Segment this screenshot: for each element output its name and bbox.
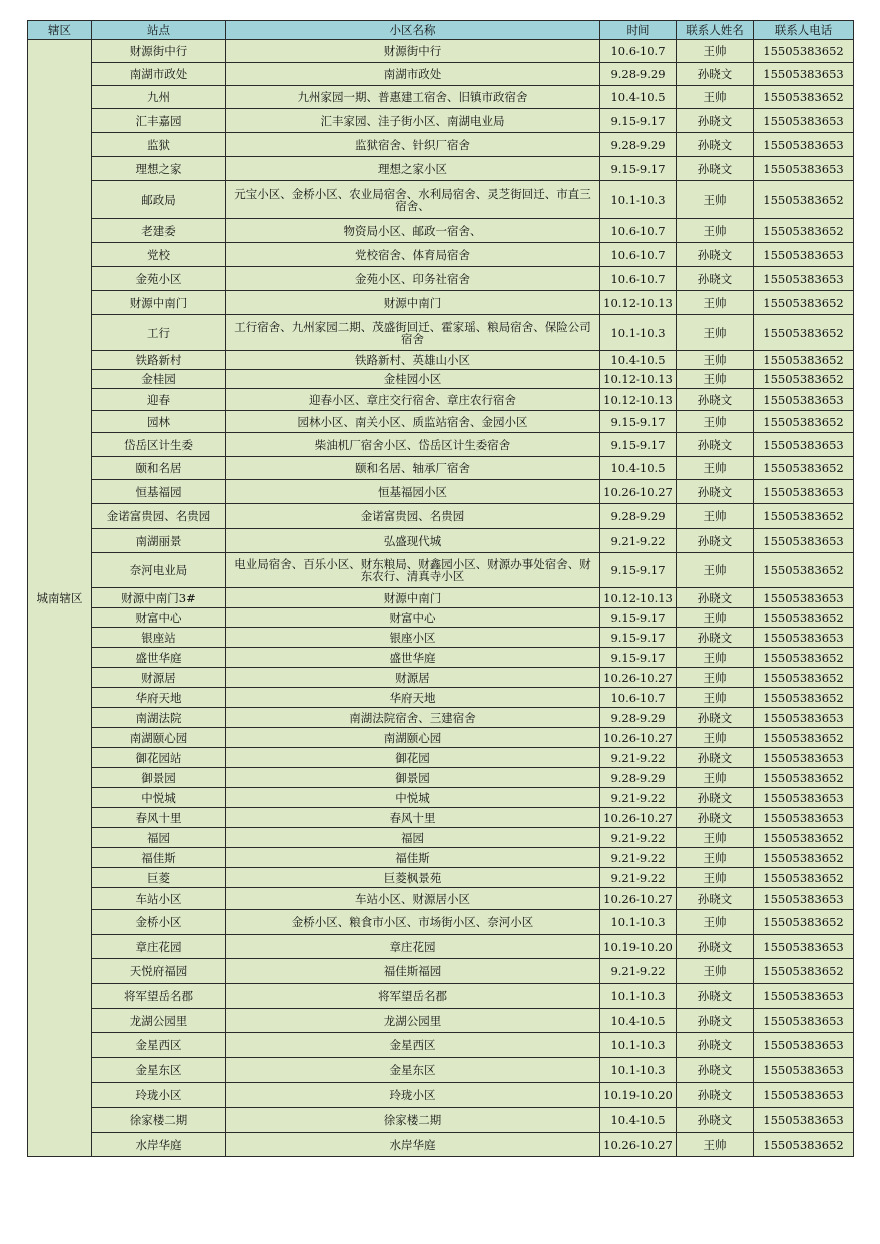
site-cell: 福佳斯 bbox=[92, 848, 226, 868]
time-cell: 9.15-9.17 bbox=[600, 608, 677, 628]
site-cell: 福园 bbox=[92, 828, 226, 848]
contact-name-cell: 孙晓文 bbox=[677, 984, 754, 1009]
community-cell: 南湖颐心园 bbox=[226, 728, 600, 748]
site-cell: 春风十里 bbox=[92, 808, 226, 828]
contact-phone-cell: 15505383653 bbox=[754, 109, 854, 133]
community-cell: 监狱宿舍、针织厂宿舍 bbox=[226, 133, 600, 157]
site-cell: 财源居 bbox=[92, 668, 226, 688]
community-cell: 福佳斯 bbox=[226, 848, 600, 868]
header-contact-phone: 联系人电话 bbox=[754, 21, 854, 40]
community-cell: 车站小区、财源居小区 bbox=[226, 888, 600, 910]
time-cell: 9.28-9.29 bbox=[600, 768, 677, 788]
contact-phone-cell: 15505383652 bbox=[754, 688, 854, 708]
contact-phone-cell: 15505383653 bbox=[754, 1058, 854, 1083]
table-row bbox=[28, 63, 854, 86]
time-cell: 9.21-9.22 bbox=[600, 529, 677, 553]
time-cell: 9.15-9.17 bbox=[600, 433, 677, 457]
contact-name-cell: 王帅 bbox=[677, 291, 754, 315]
contact-name-cell: 孙晓文 bbox=[677, 708, 754, 728]
time-cell: 9.15-9.17 bbox=[600, 628, 677, 648]
contact-phone-cell: 15505383652 bbox=[754, 86, 854, 109]
contact-name-cell: 孙晓文 bbox=[677, 109, 754, 133]
table-row bbox=[28, 433, 854, 457]
contact-phone-cell: 15505383652 bbox=[754, 553, 854, 588]
site-cell: 徐家楼二期 bbox=[92, 1108, 226, 1133]
contact-name-cell: 王帅 bbox=[677, 1133, 754, 1157]
time-cell: 10.12-10.13 bbox=[600, 370, 677, 389]
contact-phone-cell: 15505383653 bbox=[754, 748, 854, 768]
time-cell: 10.4-10.5 bbox=[600, 457, 677, 480]
contact-phone-cell: 15505383653 bbox=[754, 1009, 854, 1033]
community-cell: 金桥小区、粮食市小区、市场街小区、奈河小区 bbox=[226, 910, 600, 935]
table-row bbox=[28, 848, 854, 868]
site-cell: 金诺富贵园、名贵园 bbox=[92, 504, 226, 529]
community-cell: 金星西区 bbox=[226, 1033, 600, 1058]
time-cell: 10.6-10.7 bbox=[600, 267, 677, 291]
community-cell: 金桂园小区 bbox=[226, 370, 600, 389]
contact-name-cell: 王帅 bbox=[677, 219, 754, 243]
contact-phone-cell: 15505383653 bbox=[754, 529, 854, 553]
table-row bbox=[28, 529, 854, 553]
contact-name-cell: 孙晓文 bbox=[677, 267, 754, 291]
contact-name-cell: 王帅 bbox=[677, 457, 754, 480]
site-cell: 金星东区 bbox=[92, 1058, 226, 1083]
community-cell: 章庄花园 bbox=[226, 935, 600, 959]
table-header bbox=[28, 21, 854, 40]
table-row bbox=[28, 40, 854, 63]
site-cell: 盛世华庭 bbox=[92, 648, 226, 668]
time-cell: 10.6-10.7 bbox=[600, 688, 677, 708]
contact-name-cell: 孙晓文 bbox=[677, 888, 754, 910]
site-cell: 银座站 bbox=[92, 628, 226, 648]
site-cell: 御花园站 bbox=[92, 748, 226, 768]
contact-phone-cell: 15505383653 bbox=[754, 588, 854, 608]
contact-phone-cell: 15505383653 bbox=[754, 984, 854, 1009]
site-cell: 将军望岳名郡 bbox=[92, 984, 226, 1009]
contact-name-cell: 孙晓文 bbox=[677, 1058, 754, 1083]
community-cell: 金苑小区、印务社宿舍 bbox=[226, 267, 600, 291]
contact-name-cell: 王帅 bbox=[677, 828, 754, 848]
contact-phone-cell: 15505383653 bbox=[754, 935, 854, 959]
site-cell: 玲珑小区 bbox=[92, 1083, 226, 1108]
contact-name-cell: 孙晓文 bbox=[677, 788, 754, 808]
contact-name-cell: 孙晓文 bbox=[677, 748, 754, 768]
time-cell: 9.21-9.22 bbox=[600, 959, 677, 984]
contact-name-cell: 王帅 bbox=[677, 351, 754, 370]
community-cell: 将军望岳名郡 bbox=[226, 984, 600, 1009]
table-row bbox=[28, 1108, 854, 1133]
contact-phone-cell: 15505383652 bbox=[754, 1133, 854, 1157]
table-row bbox=[28, 553, 854, 588]
time-cell: 10.1-10.3 bbox=[600, 1058, 677, 1083]
time-cell: 9.21-9.22 bbox=[600, 788, 677, 808]
table-row bbox=[28, 668, 854, 688]
site-cell: 华府天地 bbox=[92, 688, 226, 708]
header-time: 时间 bbox=[600, 21, 677, 40]
contact-phone-cell: 15505383652 bbox=[754, 411, 854, 433]
header-row bbox=[28, 21, 854, 40]
contact-name-cell: 孙晓文 bbox=[677, 529, 754, 553]
header-district: 辖区 bbox=[28, 21, 92, 40]
community-cell: 南湖法院宿舍、三建宿舍 bbox=[226, 708, 600, 728]
community-cell: 迎春小区、章庄交行宿舍、章庄农行宿舍 bbox=[226, 389, 600, 411]
contact-phone-cell: 15505383653 bbox=[754, 157, 854, 181]
contact-phone-cell: 15505383652 bbox=[754, 848, 854, 868]
site-cell: 天悦府福园 bbox=[92, 959, 226, 984]
site-cell: 金星西区 bbox=[92, 1033, 226, 1058]
site-cell: 章庄花园 bbox=[92, 935, 226, 959]
table-row bbox=[28, 480, 854, 504]
community-cell: 华府天地 bbox=[226, 688, 600, 708]
contact-phone-cell: 15505383652 bbox=[754, 959, 854, 984]
table-row bbox=[28, 888, 854, 910]
community-cell: 物资局小区、邮政一宿舍、 bbox=[226, 219, 600, 243]
community-cell: 中悦城 bbox=[226, 788, 600, 808]
table-row bbox=[28, 133, 854, 157]
community-cell: 弘盛现代城 bbox=[226, 529, 600, 553]
time-cell: 10.4-10.5 bbox=[600, 86, 677, 109]
contact-name-cell: 孙晓文 bbox=[677, 389, 754, 411]
time-cell: 10.19-10.20 bbox=[600, 935, 677, 959]
header-site: 站点 bbox=[92, 21, 226, 40]
table-row bbox=[28, 389, 854, 411]
community-cell: 工行宿舍、九州家园二期、茂盛街回迁、霍家瑶、粮局宿舍、保险公司宿舍 bbox=[226, 315, 600, 351]
site-cell: 车站小区 bbox=[92, 888, 226, 910]
table-row bbox=[28, 1033, 854, 1058]
contact-phone-cell: 15505383652 bbox=[754, 315, 854, 351]
contact-phone-cell: 15505383653 bbox=[754, 788, 854, 808]
community-cell: 银座小区 bbox=[226, 628, 600, 648]
contact-name-cell: 孙晓文 bbox=[677, 1009, 754, 1033]
site-cell: 理想之家 bbox=[92, 157, 226, 181]
contact-name-cell: 王帅 bbox=[677, 181, 754, 219]
table-row bbox=[28, 291, 854, 315]
community-cell: 财源中南门 bbox=[226, 588, 600, 608]
site-cell: 颐和名居 bbox=[92, 457, 226, 480]
contact-phone-cell: 15505383652 bbox=[754, 868, 854, 888]
contact-phone-cell: 15505383652 bbox=[754, 40, 854, 63]
schedule-table bbox=[27, 20, 854, 1157]
contact-phone-cell: 15505383652 bbox=[754, 181, 854, 219]
community-cell: 水岸华庭 bbox=[226, 1133, 600, 1157]
contact-name-cell: 孙晓文 bbox=[677, 1033, 754, 1058]
site-cell: 御景园 bbox=[92, 768, 226, 788]
community-cell: 福佳斯福园 bbox=[226, 959, 600, 984]
time-cell: 10.26-10.27 bbox=[600, 888, 677, 910]
community-cell: 御花园 bbox=[226, 748, 600, 768]
community-cell: 理想之家小区 bbox=[226, 157, 600, 181]
site-cell: 龙湖公园里 bbox=[92, 1009, 226, 1033]
contact-name-cell: 王帅 bbox=[677, 688, 754, 708]
contact-phone-cell: 15505383653 bbox=[754, 888, 854, 910]
time-cell: 10.12-10.13 bbox=[600, 291, 677, 315]
table-row bbox=[28, 935, 854, 959]
contact-name-cell: 王帅 bbox=[677, 868, 754, 888]
time-cell: 9.15-9.17 bbox=[600, 157, 677, 181]
community-cell: 御景园 bbox=[226, 768, 600, 788]
community-cell: 财源居 bbox=[226, 668, 600, 688]
community-cell: 财源街中行 bbox=[226, 40, 600, 63]
contact-name-cell: 王帅 bbox=[677, 728, 754, 748]
contact-phone-cell: 15505383653 bbox=[754, 1108, 854, 1133]
contact-name-cell: 王帅 bbox=[677, 648, 754, 668]
time-cell: 10.6-10.7 bbox=[600, 219, 677, 243]
contact-name-cell: 孙晓文 bbox=[677, 1108, 754, 1133]
contact-phone-cell: 15505383652 bbox=[754, 768, 854, 788]
district-cell: 城南辖区 bbox=[28, 40, 92, 1157]
time-cell: 10.1-10.3 bbox=[600, 910, 677, 935]
table-row bbox=[28, 1133, 854, 1157]
contact-phone-cell: 15505383652 bbox=[754, 608, 854, 628]
contact-name-cell: 王帅 bbox=[677, 910, 754, 935]
site-cell: 南湖丽景 bbox=[92, 529, 226, 553]
site-cell: 监狱 bbox=[92, 133, 226, 157]
table-row bbox=[28, 243, 854, 267]
site-cell: 邮政局 bbox=[92, 181, 226, 219]
contact-phone-cell: 15505383653 bbox=[754, 243, 854, 267]
contact-name-cell: 王帅 bbox=[677, 40, 754, 63]
table-row bbox=[28, 788, 854, 808]
table-row bbox=[28, 1058, 854, 1083]
contact-phone-cell: 15505383652 bbox=[754, 504, 854, 529]
community-cell: 元宝小区、金桥小区、农业局宿舍、水利局宿舍、灵芝街回迁、市直三宿舍、 bbox=[226, 181, 600, 219]
community-cell: 九州家园一期、普惠建工宿舍、旧镇市政宿舍 bbox=[226, 86, 600, 109]
header-community: 小区名称 bbox=[226, 21, 600, 40]
contact-phone-cell: 15505383652 bbox=[754, 457, 854, 480]
time-cell: 10.1-10.3 bbox=[600, 1033, 677, 1058]
table-row bbox=[28, 588, 854, 608]
contact-name-cell: 王帅 bbox=[677, 848, 754, 868]
contact-name-cell: 孙晓文 bbox=[677, 628, 754, 648]
time-cell: 9.21-9.22 bbox=[600, 868, 677, 888]
table-row bbox=[28, 984, 854, 1009]
contact-name-cell: 王帅 bbox=[677, 411, 754, 433]
table-row bbox=[28, 608, 854, 628]
time-cell: 9.21-9.22 bbox=[600, 848, 677, 868]
contact-phone-cell: 15505383653 bbox=[754, 63, 854, 86]
site-cell: 党校 bbox=[92, 243, 226, 267]
time-cell: 9.15-9.17 bbox=[600, 411, 677, 433]
contact-phone-cell: 15505383653 bbox=[754, 628, 854, 648]
contact-name-cell: 孙晓文 bbox=[677, 480, 754, 504]
table-row bbox=[28, 868, 854, 888]
time-cell: 10.26-10.27 bbox=[600, 1133, 677, 1157]
community-cell: 园林小区、南关小区、质监站宿舍、金园小区 bbox=[226, 411, 600, 433]
header-contact-name: 联系人姓名 bbox=[677, 21, 754, 40]
table-row bbox=[28, 267, 854, 291]
contact-name-cell: 王帅 bbox=[677, 959, 754, 984]
table-row bbox=[28, 219, 854, 243]
community-cell: 春风十里 bbox=[226, 808, 600, 828]
table-row bbox=[28, 628, 854, 648]
table-row bbox=[28, 728, 854, 748]
community-cell: 铁路新村、英雄山小区 bbox=[226, 351, 600, 370]
table-row bbox=[28, 181, 854, 219]
site-cell: 恒基福园 bbox=[92, 480, 226, 504]
contact-name-cell: 王帅 bbox=[677, 668, 754, 688]
site-cell: 奈河电业局 bbox=[92, 553, 226, 588]
contact-name-cell: 孙晓文 bbox=[677, 133, 754, 157]
community-cell: 电业局宿舍、百乐小区、财东粮局、财鑫园小区、财源办事处宿舍、财东农行、清真寺小区 bbox=[226, 553, 600, 588]
site-cell: 汇丰嘉园 bbox=[92, 109, 226, 133]
contact-phone-cell: 15505383652 bbox=[754, 219, 854, 243]
site-cell: 铁路新村 bbox=[92, 351, 226, 370]
contact-phone-cell: 15505383653 bbox=[754, 389, 854, 411]
table-row bbox=[28, 157, 854, 181]
site-cell: 岱岳区计生委 bbox=[92, 433, 226, 457]
contact-phone-cell: 15505383653 bbox=[754, 808, 854, 828]
time-cell: 9.28-9.29 bbox=[600, 133, 677, 157]
time-cell: 10.19-10.20 bbox=[600, 1083, 677, 1108]
community-cell: 党校宿舍、体育局宿舍 bbox=[226, 243, 600, 267]
time-cell: 10.6-10.7 bbox=[600, 243, 677, 267]
table-row bbox=[28, 688, 854, 708]
contact-name-cell: 王帅 bbox=[677, 370, 754, 389]
time-cell: 9.28-9.29 bbox=[600, 708, 677, 728]
site-cell: 金桥小区 bbox=[92, 910, 226, 935]
table-row bbox=[28, 86, 854, 109]
contact-name-cell: 孙晓文 bbox=[677, 588, 754, 608]
community-cell: 恒基福园小区 bbox=[226, 480, 600, 504]
table-row bbox=[28, 648, 854, 668]
contact-phone-cell: 15505383653 bbox=[754, 267, 854, 291]
site-cell: 中悦城 bbox=[92, 788, 226, 808]
community-cell: 金星东区 bbox=[226, 1058, 600, 1083]
table-row bbox=[28, 808, 854, 828]
table-row bbox=[28, 351, 854, 370]
site-cell: 金桂园 bbox=[92, 370, 226, 389]
site-cell: 工行 bbox=[92, 315, 226, 351]
contact-name-cell: 王帅 bbox=[677, 86, 754, 109]
table-row bbox=[28, 959, 854, 984]
table-row bbox=[28, 370, 854, 389]
contact-phone-cell: 15505383653 bbox=[754, 433, 854, 457]
contact-name-cell: 王帅 bbox=[677, 608, 754, 628]
contact-phone-cell: 15505383652 bbox=[754, 668, 854, 688]
contact-phone-cell: 15505383653 bbox=[754, 708, 854, 728]
time-cell: 10.1-10.3 bbox=[600, 181, 677, 219]
time-cell: 10.1-10.3 bbox=[600, 984, 677, 1009]
table-row bbox=[28, 748, 854, 768]
contact-phone-cell: 15505383653 bbox=[754, 480, 854, 504]
community-cell: 金诺富贵园、名贵园 bbox=[226, 504, 600, 529]
table-row bbox=[28, 708, 854, 728]
time-cell: 10.26-10.27 bbox=[600, 668, 677, 688]
time-cell: 10.1-10.3 bbox=[600, 315, 677, 351]
table-body bbox=[28, 40, 854, 1157]
community-cell: 盛世华庭 bbox=[226, 648, 600, 668]
contact-name-cell: 孙晓文 bbox=[677, 1083, 754, 1108]
time-cell: 9.15-9.17 bbox=[600, 648, 677, 668]
contact-name-cell: 孙晓文 bbox=[677, 935, 754, 959]
time-cell: 10.4-10.5 bbox=[600, 1108, 677, 1133]
table-row bbox=[28, 504, 854, 529]
table-row bbox=[28, 411, 854, 433]
table-row bbox=[28, 109, 854, 133]
time-cell: 10.26-10.27 bbox=[600, 808, 677, 828]
site-cell: 园林 bbox=[92, 411, 226, 433]
community-cell: 巨菱枫景苑 bbox=[226, 868, 600, 888]
contact-name-cell: 王帅 bbox=[677, 504, 754, 529]
contact-phone-cell: 15505383653 bbox=[754, 1033, 854, 1058]
time-cell: 9.15-9.17 bbox=[600, 109, 677, 133]
contact-phone-cell: 15505383653 bbox=[754, 133, 854, 157]
contact-name-cell: 孙晓文 bbox=[677, 157, 754, 181]
contact-phone-cell: 15505383653 bbox=[754, 1083, 854, 1108]
community-cell: 玲珑小区 bbox=[226, 1083, 600, 1108]
community-cell: 徐家楼二期 bbox=[226, 1108, 600, 1133]
time-cell: 10.26-10.27 bbox=[600, 480, 677, 504]
community-cell: 南湖市政处 bbox=[226, 63, 600, 86]
site-cell: 南湖法院 bbox=[92, 708, 226, 728]
site-cell: 财源中南门 bbox=[92, 291, 226, 315]
contact-phone-cell: 15505383652 bbox=[754, 351, 854, 370]
contact-name-cell: 王帅 bbox=[677, 553, 754, 588]
community-cell: 汇丰家园、洼子街小区、南湖电业局 bbox=[226, 109, 600, 133]
time-cell: 9.21-9.22 bbox=[600, 748, 677, 768]
table-row bbox=[28, 910, 854, 935]
contact-name-cell: 王帅 bbox=[677, 315, 754, 351]
site-cell: 财源街中行 bbox=[92, 40, 226, 63]
table-row bbox=[28, 1083, 854, 1108]
time-cell: 9.28-9.29 bbox=[600, 504, 677, 529]
contact-name-cell: 孙晓文 bbox=[677, 808, 754, 828]
table-row bbox=[28, 768, 854, 788]
site-cell: 财富中心 bbox=[92, 608, 226, 628]
contact-name-cell: 孙晓文 bbox=[677, 243, 754, 267]
time-cell: 10.6-10.7 bbox=[600, 40, 677, 63]
site-cell: 巨菱 bbox=[92, 868, 226, 888]
time-cell: 9.21-9.22 bbox=[600, 828, 677, 848]
community-cell: 财富中心 bbox=[226, 608, 600, 628]
contact-name-cell: 孙晓文 bbox=[677, 63, 754, 86]
table-row bbox=[28, 828, 854, 848]
site-cell: 老建委 bbox=[92, 219, 226, 243]
site-cell: 金苑小区 bbox=[92, 267, 226, 291]
contact-name-cell: 王帅 bbox=[677, 768, 754, 788]
site-cell: 南湖市政处 bbox=[92, 63, 226, 86]
site-cell: 迎春 bbox=[92, 389, 226, 411]
community-cell: 财源中南门 bbox=[226, 291, 600, 315]
time-cell: 9.15-9.17 bbox=[600, 553, 677, 588]
time-cell: 10.12-10.13 bbox=[600, 588, 677, 608]
table-row bbox=[28, 315, 854, 351]
site-cell: 南湖颐心园 bbox=[92, 728, 226, 748]
time-cell: 10.4-10.5 bbox=[600, 351, 677, 370]
site-cell: 水岸华庭 bbox=[92, 1133, 226, 1157]
contact-phone-cell: 15505383652 bbox=[754, 828, 854, 848]
contact-phone-cell: 15505383652 bbox=[754, 648, 854, 668]
time-cell: 10.12-10.13 bbox=[600, 389, 677, 411]
table-row bbox=[28, 457, 854, 480]
contact-name-cell: 孙晓文 bbox=[677, 433, 754, 457]
time-cell: 10.4-10.5 bbox=[600, 1009, 677, 1033]
community-cell: 颐和名居、轴承厂宿舍 bbox=[226, 457, 600, 480]
community-cell: 龙湖公园里 bbox=[226, 1009, 600, 1033]
site-cell: 九州 bbox=[92, 86, 226, 109]
contact-phone-cell: 15505383652 bbox=[754, 910, 854, 935]
time-cell: 9.28-9.29 bbox=[600, 63, 677, 86]
contact-phone-cell: 15505383652 bbox=[754, 291, 854, 315]
contact-phone-cell: 15505383652 bbox=[754, 728, 854, 748]
site-cell: 财源中南门3# bbox=[92, 588, 226, 608]
contact-phone-cell: 15505383652 bbox=[754, 370, 854, 389]
table-row bbox=[28, 1009, 854, 1033]
community-cell: 福园 bbox=[226, 828, 600, 848]
time-cell: 10.26-10.27 bbox=[600, 728, 677, 748]
community-cell: 柴油机厂宿舍小区、岱岳区计生委宿舍 bbox=[226, 433, 600, 457]
